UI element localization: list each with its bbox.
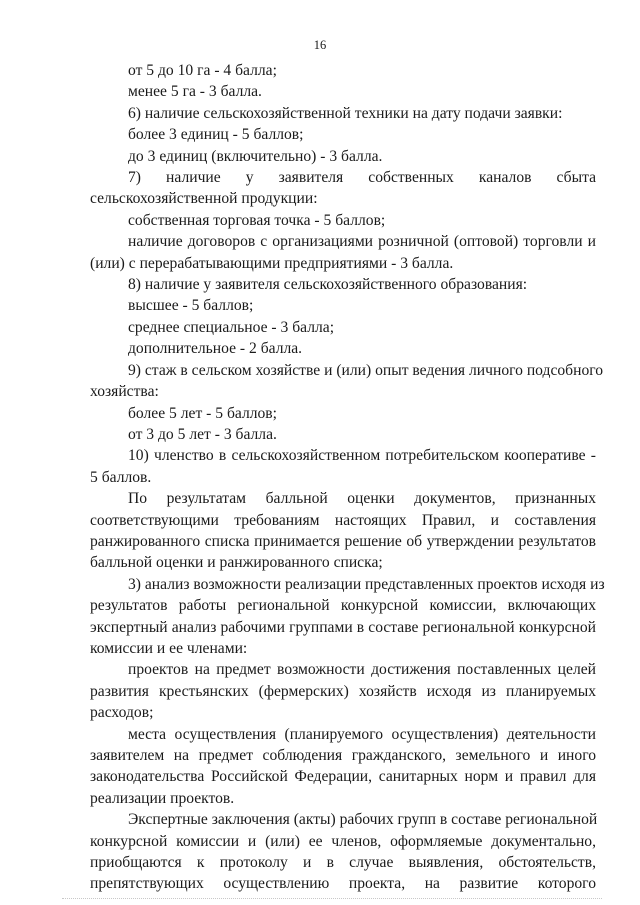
text-line: результатов работы региональной конкурсной комиссии, включающих <box>90 597 596 615</box>
text-line: собственная торговая точка - 5 баллов; <box>128 211 386 229</box>
text-line: Экспертные заключения (акты) рабочих групп в составе региональной <box>128 811 598 829</box>
text-line: (или) с перерабатывающими предприятиями - 3 балла. <box>90 254 454 272</box>
page-number: 16 <box>313 38 327 52</box>
text-line: до 3 единиц (включительно) - 3 балла. <box>128 147 383 165</box>
footer-scan-artifact <box>62 894 602 899</box>
text-line: более 5 лет - 5 баллов; <box>128 404 277 422</box>
text-line: дополнительное - 2 балла. <box>128 340 303 358</box>
text-line: 3) анализ возможности реализации представленных проектов исходя из <box>128 575 605 593</box>
text-line: наличие договоров с организациями розничной (оптовой) торговли и <box>128 233 596 251</box>
text-line: сельскохозяйственной продукции: <box>90 190 318 208</box>
text-line: заявителем на предмет соблюдения гражданского, земельного и иного <box>90 747 596 764</box>
text-line: 7) наличие у заявителя собственных каналов сбыта <box>128 169 596 187</box>
text-line: 10) членство в сельскохозяйственном потребительском кооперативе - <box>128 447 596 465</box>
text-line: балльной оценки и ранжированного списка; <box>90 554 383 572</box>
text-line: среднее специальное - 3 балла; <box>128 318 335 336</box>
text-line: экспертный анализ рабочими группами в составе региональной конкурсной <box>90 618 596 636</box>
text-line: расходов; <box>90 704 154 722</box>
text-line: приобщаются к протоколу и в случае выявления, обстоятельств, <box>90 854 596 872</box>
text-line: от 5 до 10 га - 4 балла; <box>128 62 277 79</box>
text-line: хозяйства: <box>90 383 159 401</box>
text-line: реализации проектов. <box>90 789 235 807</box>
text-line: от 3 до 5 лет - 3 балла. <box>128 425 277 443</box>
text-line: проектов на предмет возможности достижения поставленных целей <box>128 661 596 679</box>
text-line: более 3 единиц - 5 баллов; <box>128 126 304 144</box>
document-body <box>90 60 605 895</box>
text-line: развития крестьянских (фермерских) хозяйств исходя из планируемых <box>90 682 596 700</box>
text-line: места осуществления (планируемого осуществления) деятельности <box>128 725 596 743</box>
text-line: высшее - 5 баллов; <box>128 297 254 315</box>
text-line: препятствующих осуществлению проекта, на развитие которого <box>90 875 596 893</box>
text-line: конкурсной комиссии и (или) ее членов, оформляемые документально, <box>90 832 596 850</box>
text-line: 9) стаж в сельском хозяйстве и (или) опыт ведения личного подсобного <box>128 361 604 379</box>
text-line: 6) наличие сельскохозяйственной техники на дату подачи заявки: <box>128 104 563 122</box>
text-line: законодательства Российской Федерации, санитарных норм и правил для <box>90 768 596 786</box>
text-line: менее 5 га - 3 балла. <box>128 83 262 101</box>
text-line: 5 баллов. <box>90 468 152 486</box>
text-line: комиссии и ее членами: <box>90 639 248 657</box>
text-line: 8) наличие у заявителя сельскохозяйственного образования: <box>128 276 528 294</box>
text-line: ранжированного списка принимается решение об утверждении результатов <box>90 532 596 550</box>
text-line: По результатам балльной оценки документов, признанных <box>128 490 596 508</box>
text-line: соответствующими требованиям настоящих Правил, и составления <box>90 511 596 529</box>
